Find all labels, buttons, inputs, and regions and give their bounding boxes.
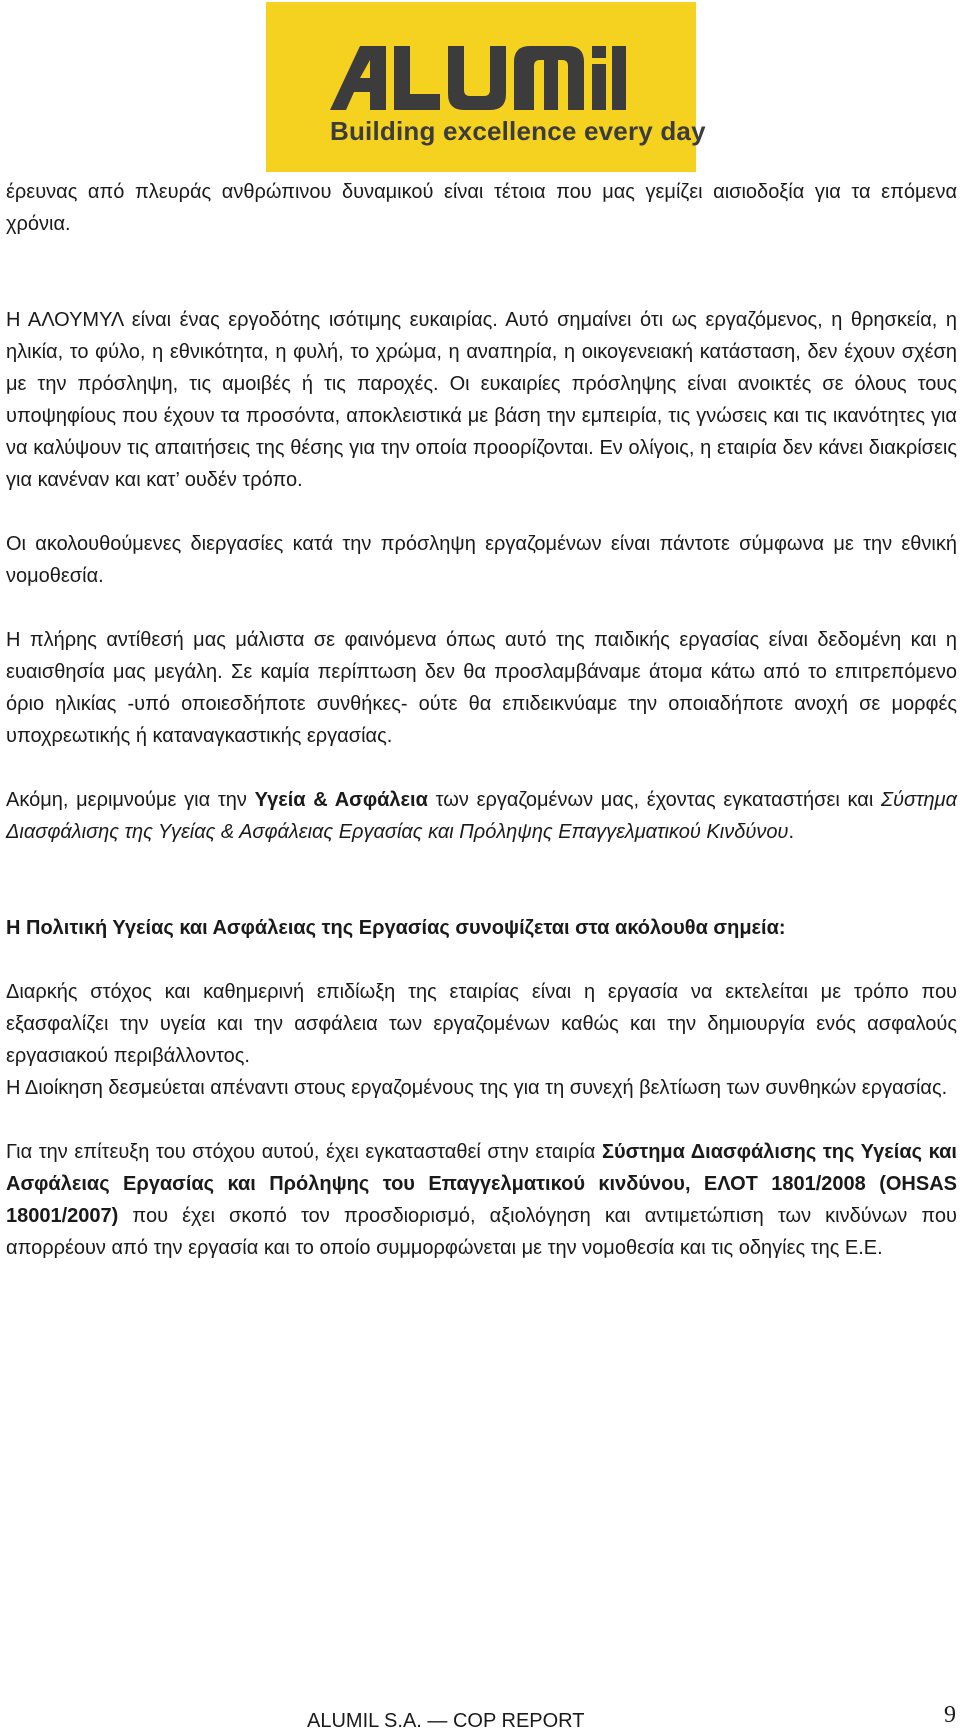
paragraph-ohsas-system [6, 1136, 957, 1264]
text-run: των εργαζομένων μας, έχοντας εγκαταστήσει και [427, 789, 881, 811]
text-run: Για την επίτευξη του στόχου αυτού, έχει εγκατασταθεί στην εταιρία [6, 1141, 602, 1163]
bold-text-health-safety: Υγεία & Ασφάλεια [254, 789, 428, 811]
page-number: 9 [944, 1702, 956, 1728]
alumil-wordmark [330, 46, 630, 110]
paragraph-hiring-process: Οι ακολουθούμενες διεργασίες κατά την πρόσληψη εργαζομένων είναι πάντοτε σύμφωνα με την εθνική νομοθεσία. [6, 533, 957, 587]
paragraph-continuous-goal: Διαρκής στόχος και καθημερινή επιδίωξη της εταιρίας είναι η εργασία να εκτελείται με τρόπο που εξασφαλίζει την υγεία και την ασφάλεια των εργαζομένων καθώς και την δημιουργία ενός ασφαλούς εργασιακού περιβάλλοντος. [6, 981, 957, 1067]
text-run: που έχει σκοπό τον προσδιορισμό, αξιολόγηση και αντιμετώπιση των κινδύνων που απορρέουν από την εργασία και το οποίο συμμορφώνεται με την νομοθεσία και τις οδηγίες της Ε.Ε. [6, 1205, 957, 1259]
alumil-logo [266, 2, 706, 172]
document-body [6, 176, 957, 1264]
bold-text-ohsas: Σύστημα Διασφάλισης της Υγείας και Ασφάλειας Εργασίας και Πρόληψης του Επαγγελματικού κινδύνου, ΕΛΟΤ 1801/2008 (OHSAS 18001/2007) [6, 1141, 957, 1227]
paragraph-health-safety [6, 784, 957, 848]
text-run: . [788, 821, 794, 843]
footer-report-title: ALUMIL S.A. — COP REPORT [307, 1710, 585, 1732]
logo-tagline: Building excellence every day [330, 116, 706, 146]
heading-text: Η Πολιτική Υγείας και Ασφάλειας της Εργασίας συνοψίζεται στα ακόλουθα σημεία: [6, 917, 786, 939]
paragraph-hr-optimism: έρευνας από πλευράς ανθρώπινου δυναμικού είναι τέτοια που μας γεμίζει αισιοδοξία για τα επόμενα χρόνια. [6, 181, 957, 235]
section-heading-policy [6, 912, 957, 944]
paragraph-child-labour: Η πλήρης αντίθεσή μας μάλιστα σε φαινόμενα όπως αυτό της παιδικής εργασίας είναι δεδομένη και η ευαισθησία μας μεγάλη. Σε καμία περίπτωση δεν θα προσλαμβάναμε άτομα κάτω από το επιτρεπόμενο όριο ηλικίας -υπό οποιεσδήποτε συνθήκες- ούτε θα επιδεικνύαμε την οποιαδήποτε ανοχή σε μορφές υποχρεωτικής ή καταναγκαστικής εργασίας. [6, 629, 957, 747]
text-run: Ακόμη, μεριμνούμε για την [6, 789, 255, 811]
italic-text-system: Σύστημα Διασφάλισης της Υγείας & Ασφάλειας Εργασίας και Πρόληψης Επαγγελματικού Κινδύνου [6, 789, 957, 843]
paragraph-management-commitment: Η Διοίκηση δεσμεύεται απέναντι στους εργαζομένους της για τη συνεχή βελτίωση των συνθηκών εργασίας. [6, 1077, 948, 1099]
paragraph-equal-opportunity: Η ΑΛΟΥΜΥΛ είναι ένας εργοδότης ισότιμης ευκαιρίας. Αυτό σημαίνει ότι ως εργαζόμενος, η θρησκεία, η ηλικία, το φύλο, η εθνικότητα, η φυλή, το χρώμα, η αναπηρία, η οικογενειακή κατάσταση, δεν έχουν σχέση με την πρόσληψη, τις αμοιβές ή τις παροχές. Οι ευκαιρίες πρόσληψης είναι ανοικτές σε όλους τους υποψηφίους που έχουν τα προσόντα, αποκλειστικά με βάση την εμπειρία, τις γνώσεις και τις ικανότητες για να καλύψουν τις απαιτήσεις της θέσης για την οποία προορίζονται. Εν ολίγοις, η εταιρία δεν κάνει διακρίσεις για κανέναν και κατ’ ουδέν τρόπο. [6, 309, 957, 491]
